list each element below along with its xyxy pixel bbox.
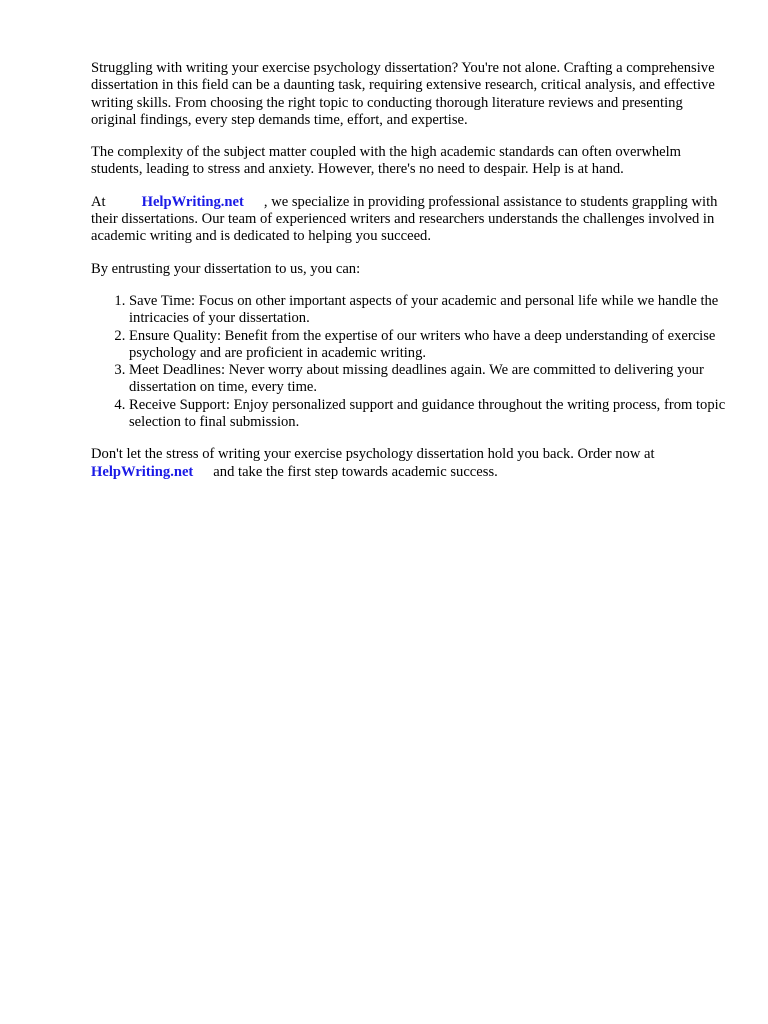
document-page [91,60,731,496]
list-item: 4. Receive Support: Enjoy personalized support and guidance throughout the writing process, from topic selection to final submission. [129,397,731,432]
helpwriting-link[interactable]: HelpWriting.net [141,193,244,210]
service-prefix: At [91,193,106,210]
list-item: 1. Save Time: Focus on other important aspects of your academic and personal life while we handle the intricacies of your dissertation. [129,293,731,328]
closing-text: and take the first step towards academic success. [213,463,498,480]
list-item: 2. Ensure Quality: Benefit from the expertise of our writers who have a deep understanding of exercise psychology and are proficient in academic writing. [129,328,731,363]
service-paragraph [91,194,731,246]
intro-paragraph: Struggling with writing your exercise psychology dissertation? You're not alone. Crafting a comprehensive dissertation in this field can be a daunting task, requiring extensive research, critical analysis, and effective writing skills. From choosing the right topic to conducting thorough literature reviews and presenting original findings, every step demands time, effort, and expertise. [91,60,715,128]
helpwriting-link-closing[interactable]: HelpWriting.net [91,463,194,480]
service-text: , we specialize in providing professional assistance to students grappling with their dissertations. Our team of experienced writers and researchers understands the challenges involved in academic writing and is dedicated to helping you succeed. [91,193,718,245]
list-item: 3. Meet Deadlines: Never worry about missing deadlines again. We are committed to delivering your dissertation on time, every time. [129,362,731,397]
closing-prefix: Don't let the stress of writing your exercise psychology dissertation hold you back. Order now at [91,446,655,463]
closing-paragraph [91,446,731,481]
entrust-paragraph: By entrusting your dissertation to us, you can: [91,260,361,277]
complexity-paragraph: The complexity of the subject matter coupled with the high academic standards can often overwhelm students, leading to stress and anxiety. However, there's no need to despair. Help is at hand. [91,144,682,178]
benefits-list [91,293,731,431]
